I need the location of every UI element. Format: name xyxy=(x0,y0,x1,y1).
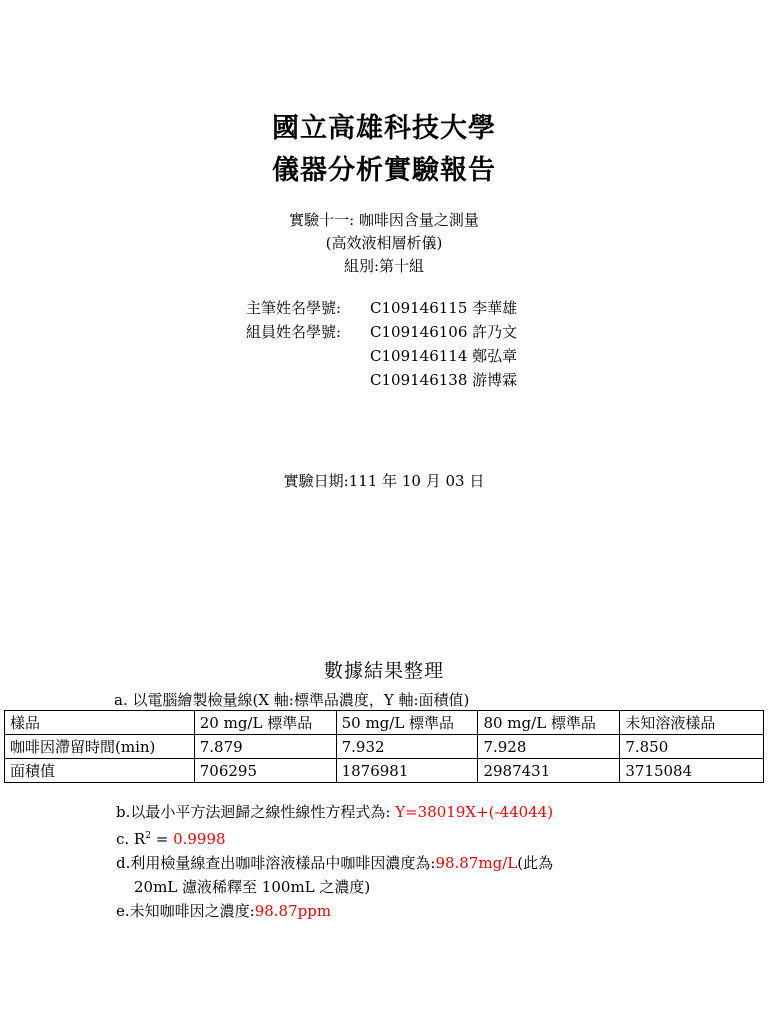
table-cell: 7.879 xyxy=(194,735,336,759)
table-cell: 面積值 xyxy=(5,759,195,783)
table-row xyxy=(5,759,764,783)
member-id: C109146138 xyxy=(370,371,468,389)
result-b-text: b.以最小平方法迴歸之線性線性方程式為: xyxy=(116,803,396,821)
result-b xyxy=(116,800,553,824)
section-title: 數據結果整理 xyxy=(323,660,444,682)
table-cell: 7.928 xyxy=(478,735,620,759)
member-name: 游博霖 xyxy=(472,371,518,389)
result-c-superscript: 2 xyxy=(145,831,151,841)
results-list xyxy=(116,800,553,923)
table-row xyxy=(5,735,764,759)
table-cell: 7.850 xyxy=(620,735,764,759)
result-d-tail: (此為 xyxy=(517,854,554,872)
group-label: 組別:第十組 xyxy=(343,257,425,275)
result-d-text: d.利用檢量線查出咖啡溶液樣品中咖啡因濃度為: xyxy=(116,854,436,872)
results-table xyxy=(4,710,764,783)
table-cell: 706295 xyxy=(194,759,336,783)
table-header-row xyxy=(5,711,764,735)
member-name: 李華雄 xyxy=(472,299,518,317)
member-id: C109146106 xyxy=(370,323,468,341)
member-row xyxy=(246,368,517,392)
caffeine-concentration: 98.87mg/L xyxy=(435,854,518,872)
table-caption: a. 以電腦繪製檢量線(X 軸:標準品濃度，Y 軸:面積值) xyxy=(114,691,470,709)
table-header-cell: 未知溶液樣品 xyxy=(620,711,764,735)
table-cell: 3715084 xyxy=(620,759,764,783)
result-d xyxy=(116,851,553,875)
table-cell: 2987431 xyxy=(478,759,620,783)
school-title: 國立高雄科技大學 xyxy=(272,113,496,144)
member-id: C109146115 xyxy=(370,299,468,317)
result-e xyxy=(116,899,553,923)
result-c-prefix: c. R xyxy=(116,830,146,848)
table-header-cell: 20 mg/L 標準品 xyxy=(194,711,336,735)
member-label: 主筆姓名學號: xyxy=(246,299,342,317)
result-d-line2: 20mL 濾液稀釋至 100mL 之濃度) xyxy=(134,878,371,896)
experiment-date: 實驗日期:111 年 10 月 03 日 xyxy=(283,472,485,490)
table-cell: 1876981 xyxy=(336,759,478,783)
table-header-cell: 50 mg/L 標準品 xyxy=(336,711,478,735)
table-header-cell: 樣品 xyxy=(5,711,195,735)
result-c-eq: = xyxy=(150,830,174,848)
member-list xyxy=(246,296,517,392)
unknown-concentration: 98.87ppm xyxy=(254,902,332,920)
experiment-title: 實驗十一: 咖啡因含量之測量 xyxy=(289,211,479,229)
report-title: 儀器分析實驗報告 xyxy=(272,155,496,186)
member-name: 鄭弘章 xyxy=(472,347,518,365)
member-row xyxy=(246,320,517,344)
member-name: 許乃文 xyxy=(472,323,518,341)
member-label: 組員姓名學號: xyxy=(246,323,342,341)
table-cell: 7.932 xyxy=(336,735,478,759)
member-row xyxy=(246,344,517,368)
result-e-text: e.未知咖啡因之濃度: xyxy=(116,902,255,920)
table-header-cell: 80 mg/L 標準品 xyxy=(478,711,620,735)
r-squared-value: 0.9998 xyxy=(173,830,226,848)
instrument-name: (高效液相層析儀) xyxy=(325,234,443,252)
result-c xyxy=(116,824,553,851)
regression-equation: Y=38019X+(-44044) xyxy=(395,803,554,821)
member-row xyxy=(246,296,517,320)
member-id: C109146114 xyxy=(370,347,468,365)
table-cell: 咖啡因滯留時間(min) xyxy=(5,735,195,759)
